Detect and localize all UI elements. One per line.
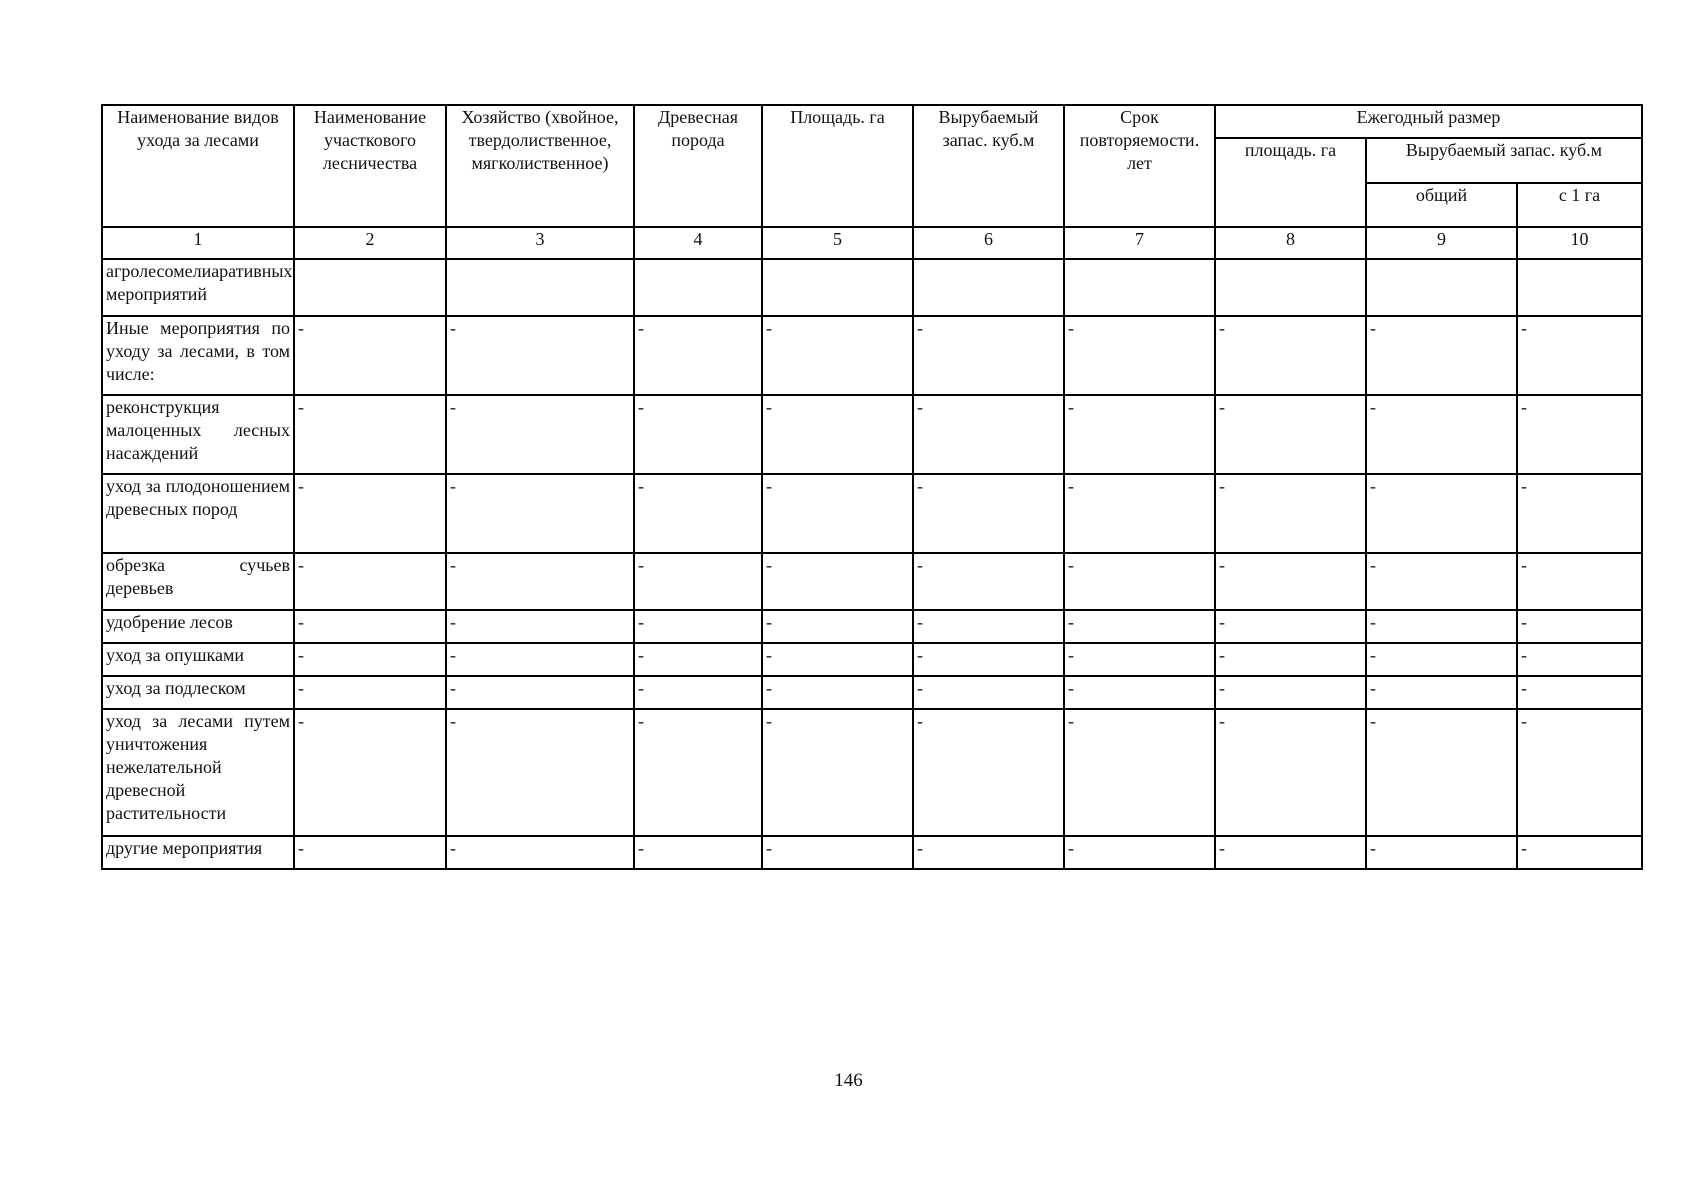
row-care-type-name: уход за лесами путем уничтожения нежелательной древесной растительности: [102, 709, 294, 836]
table-cell: -: [1064, 709, 1215, 836]
header-annual-volume: Вырубаемый запас. куб.м: [1366, 138, 1642, 183]
table-cell: -: [913, 474, 1064, 553]
table-cell: [762, 259, 913, 316]
table-cell: -: [1215, 316, 1366, 395]
table-cell: -: [1517, 553, 1642, 610]
table-cell: [1064, 259, 1215, 316]
table-cell: -: [1366, 709, 1517, 836]
row-care-type-name: реконструкция малоценных лесных насаждений: [102, 395, 294, 474]
table-cell: -: [762, 643, 913, 676]
table-cell: -: [1366, 676, 1517, 709]
table-cell: -: [913, 709, 1064, 836]
table-cell: -: [446, 676, 634, 709]
table-cell: -: [446, 395, 634, 474]
forest-care-table: [101, 104, 1643, 870]
table-cell: -: [1215, 610, 1366, 643]
table-cell: -: [1366, 610, 1517, 643]
table-cell: -: [1366, 836, 1517, 869]
table-cell: -: [446, 474, 634, 553]
table-cell: -: [762, 316, 913, 395]
table-cell: -: [446, 836, 634, 869]
table-cell: -: [913, 610, 1064, 643]
row-care-type-name: другие мероприятия: [102, 836, 294, 869]
table-cell: -: [913, 676, 1064, 709]
table-cell: -: [913, 553, 1064, 610]
table-cell: -: [1064, 474, 1215, 553]
table-cell: [294, 259, 446, 316]
page-number: 146: [834, 1070, 863, 1091]
column-number: 4: [634, 227, 762, 259]
table-cell: -: [634, 610, 762, 643]
table-cell: -: [913, 316, 1064, 395]
table-cell: -: [446, 643, 634, 676]
table-cell: -: [1517, 610, 1642, 643]
header-annual-area: площадь. га: [1215, 138, 1366, 227]
table-cell: -: [1064, 836, 1215, 869]
table-row: [102, 395, 1642, 474]
table-cell: [913, 259, 1064, 316]
table-cell: -: [446, 553, 634, 610]
table-row: [102, 316, 1642, 395]
table-cell: -: [446, 316, 634, 395]
table-row: [102, 553, 1642, 610]
table-cell: -: [294, 553, 446, 610]
table-cell: -: [1215, 553, 1366, 610]
table-row: [102, 610, 1642, 643]
table-row: [102, 259, 1642, 316]
table-cell: -: [634, 836, 762, 869]
table-cell: -: [1215, 676, 1366, 709]
table-cell: -: [1064, 610, 1215, 643]
table-cell: -: [446, 610, 634, 643]
table-cell: -: [762, 610, 913, 643]
table-cell: -: [762, 395, 913, 474]
column-number: 5: [762, 227, 913, 259]
table-cell: -: [1366, 316, 1517, 395]
table-cell: -: [634, 676, 762, 709]
row-care-type-name: удобрение лесов: [102, 610, 294, 643]
row-care-type-name: уход за опушками: [102, 643, 294, 676]
table-cell: -: [294, 395, 446, 474]
column-number: 10: [1517, 227, 1642, 259]
table-cell: -: [634, 643, 762, 676]
table-cell: -: [1517, 395, 1642, 474]
row-care-type-name: агролесомелиаративных мероприятий: [102, 259, 294, 316]
table-cell: -: [634, 709, 762, 836]
table-cell: -: [294, 316, 446, 395]
table-cell: -: [762, 553, 913, 610]
table-cell: -: [1064, 676, 1215, 709]
table-cell: [1366, 259, 1517, 316]
row-care-type-name: уход за подлеском: [102, 676, 294, 709]
row-care-type-name: уход за плодоношением древесных пород: [102, 474, 294, 553]
table-cell: -: [1517, 709, 1642, 836]
table-cell: -: [1517, 474, 1642, 553]
header-felled-volume: Вырубаемый запас. куб.м: [913, 105, 1064, 227]
table-cell: -: [913, 836, 1064, 869]
table-cell: -: [634, 553, 762, 610]
table-row: [102, 676, 1642, 709]
column-number: 8: [1215, 227, 1366, 259]
table-cell: -: [1064, 395, 1215, 474]
column-number: 2: [294, 227, 446, 259]
table-cell: [1215, 259, 1366, 316]
table-cell: -: [1366, 395, 1517, 474]
header-tree-species: Древесная порода: [634, 105, 762, 227]
table-row: [102, 709, 1642, 836]
table-cell: -: [1215, 395, 1366, 474]
forest-care-table-sheet: [101, 104, 1643, 870]
table-cell: -: [1366, 474, 1517, 553]
table-cell: [634, 259, 762, 316]
table-cell: -: [913, 643, 1064, 676]
table-cell: -: [1064, 643, 1215, 676]
table-cell: -: [634, 474, 762, 553]
header-volume-total: общий: [1366, 183, 1517, 227]
table-cell: -: [1064, 316, 1215, 395]
row-care-type-name: Иные мероприятия по уходу за лесами, в том числе:: [102, 316, 294, 395]
column-number: 3: [446, 227, 634, 259]
table-cell: -: [1366, 553, 1517, 610]
table-cell: -: [762, 709, 913, 836]
header-care-type: Наименование видов ухода за лесами: [102, 105, 294, 227]
table-cell: -: [762, 676, 913, 709]
table-cell: -: [294, 709, 446, 836]
table-cell: -: [1517, 643, 1642, 676]
column-number: 9: [1366, 227, 1517, 259]
table-cell: -: [1064, 553, 1215, 610]
header-area: Площадь. га: [762, 105, 913, 227]
table-cell: -: [762, 836, 913, 869]
column-number: 1: [102, 227, 294, 259]
row-care-type-name: обрезка сучьев деревьев: [102, 553, 294, 610]
table-cell: -: [634, 316, 762, 395]
header-forestry-unit: Наименование участкового лесничества: [294, 105, 446, 227]
header-volume-per-ha: с 1 га: [1517, 183, 1642, 227]
table-cell: -: [294, 643, 446, 676]
table-cell: -: [1517, 316, 1642, 395]
header-annual-size: Ежегодный размер: [1215, 105, 1642, 138]
table-cell: [1517, 259, 1642, 316]
table-cell: -: [913, 395, 1064, 474]
table-cell: -: [1215, 474, 1366, 553]
column-number: 6: [913, 227, 1064, 259]
table-cell: -: [294, 610, 446, 643]
column-number-row: [102, 227, 1642, 259]
header-repeat-period: Срок повторяемости. лет: [1064, 105, 1215, 227]
table-cell: -: [1215, 836, 1366, 869]
table-cell: -: [634, 395, 762, 474]
table-cell: -: [294, 474, 446, 553]
table-row: [102, 643, 1642, 676]
table-row: [102, 836, 1642, 869]
header-economy: Хозяйство (хвойное, твердолиственное, мягколиственное): [446, 105, 634, 227]
table-cell: -: [446, 709, 634, 836]
table-cell: -: [1366, 643, 1517, 676]
table-cell: -: [1215, 643, 1366, 676]
table-row: [102, 474, 1642, 553]
table-cell: -: [1517, 836, 1642, 869]
column-number: 7: [1064, 227, 1215, 259]
table-cell: -: [1215, 709, 1366, 836]
table-cell: -: [1517, 676, 1642, 709]
table-cell: -: [762, 474, 913, 553]
table-cell: -: [294, 836, 446, 869]
table-cell: [446, 259, 634, 316]
table-cell: -: [294, 676, 446, 709]
